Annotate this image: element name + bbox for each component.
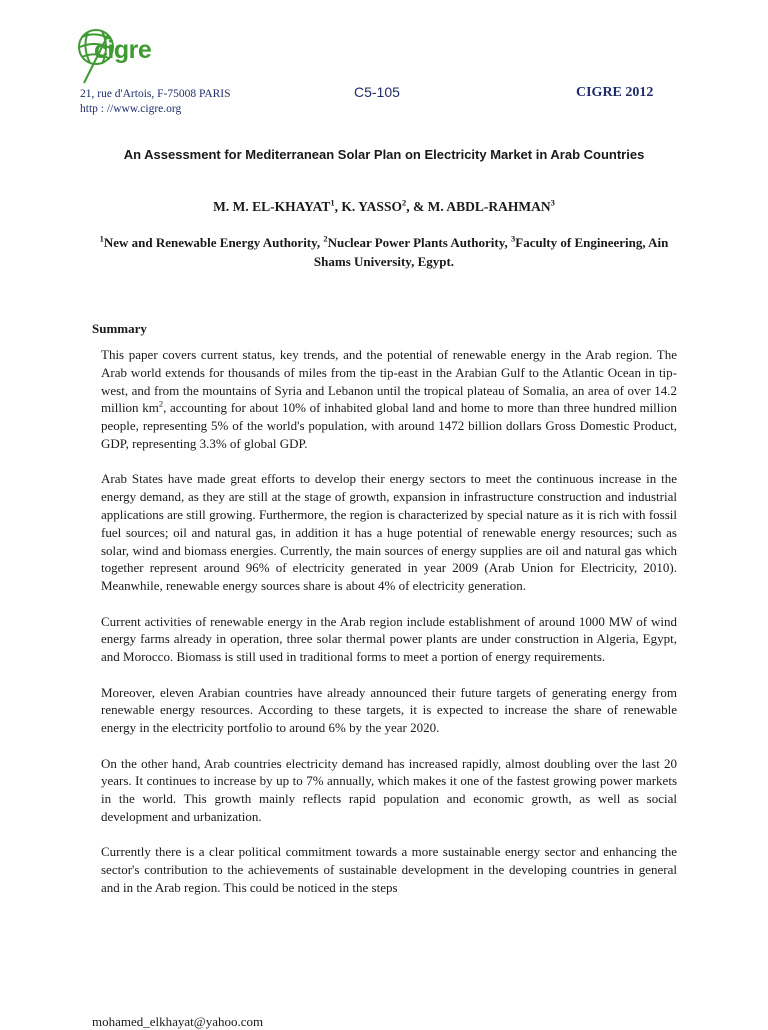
affiliation-mark: 1 <box>99 233 104 244</box>
body-paragraph: Currently there is a clear political commitment towards a more sustainable energy sector and enhancing the sector's contribution to the achievements of sustainable development in the developing countries in general and in the Arab region. This could be noticed in the steps <box>101 844 677 895</box>
body-paragraph: Arab States have made great efforts to develop their energy sectors to meet the continuous increase in the energy demand, as they are still at the stage of growth, expansion in infrastructure construction and industrial applications are still growing. Furthermore, the region is characterized by special nature as it is rich with fossil fuel sources; oil and natural gas, in addition it has a huge potential of renewable energy resources; such as solar, wind and biomass energies. Currently, the main sources of energy supplies are oil and natural gas which together represent around 96% of electricity generated in year 2009 (Arab Union for Electricity, 2010). Meanwhile, renewable energy sources share is about 4% of electricity generation. <box>101 471 677 594</box>
author-list <box>95 198 673 216</box>
body-paragraph: On the other hand, Arab countries electricity demand has increased rapidly, almost doubling over the last 20 years. It continues to increase by up to 7% annually, which makes it one of the fastest growing power markets in the world. This growth mainly reflects rapid population and economic growth, as well as social development and urbanization. <box>101 755 677 824</box>
website-link[interactable]: http : //www.cigre.org <box>80 103 182 115</box>
paragraph-text: This paper covers current status, key trends, and the potential of renewable energy in the Arab region. The Arab world extends for thousands of miles from the tip-east in the Arabian Gulf to the Atlantic Ocean in tip-west, and from the mountains of Syria and Lebanon until the tropical plateau of Somalia, an area of over 14.2 million km <box>101 347 677 416</box>
superscript: 2 <box>158 399 164 410</box>
summary-body <box>101 346 677 914</box>
affiliation-text: Nuclear Power Plants Authority, <box>327 235 511 250</box>
body-paragraph <box>101 346 677 453</box>
author-affiliation-mark: 2 <box>401 197 407 208</box>
author-affiliation-mark: 3 <box>550 197 555 208</box>
affiliation-text: New and Renewable Energy Authority, <box>103 235 324 250</box>
paragraph-text: , accounting for about 10% of inhabited global land and home to more than three hundred million people, representing 5% of the world's population, with around 1472 billion dollars Gross Domestic Product, GDP, representing 3.3% of global GDP. <box>101 400 677 451</box>
body-paragraph: Moreover, eleven Arabian countries have already announced their future targets of generating energy from renewable energy resources. According to these targets, it is expected to increase the share of renewable energy in the electricity portfolio to around 6% by the year 2020. <box>101 684 677 736</box>
summary-heading: Summary <box>92 321 147 336</box>
author-name: M. ABDL-RAHMAN <box>427 199 551 214</box>
author-affiliation-mark: 1 <box>330 197 335 208</box>
cigre-logo-text: cigre <box>94 36 152 64</box>
author-name: M. M. EL-KHAYAT <box>213 199 331 214</box>
paper-title: An Assessment for Mediterranean Solar Plan on Electricity Market in Arab Countries <box>123 147 645 162</box>
author-name: K. YASSO <box>341 199 402 214</box>
author-separator: , & <box>406 199 428 214</box>
address-line: 21, rue d'Artois, F-75008 PARIS <box>80 88 231 100</box>
address-block <box>80 87 231 117</box>
affiliation-text: Faculty of Engineering, Ain Shams University, Egypt. <box>313 235 669 269</box>
affiliation-mark: 3 <box>511 233 516 244</box>
body-paragraph: Current activities of renewable energy in the Arab region include establishment of around 1000 MW of wind energy farms already in operation, three solar thermal power plants are under construction in Algeria, Egypt, and Morocco. Biomass is still used in traditional forms to meet a portion of energy requirements. <box>101 613 677 665</box>
document-code: C5-105 <box>354 84 400 100</box>
footer-email[interactable]: mohamed_elkhayat@yahoo.com <box>92 1014 264 1029</box>
affiliation-mark: 2 <box>323 233 328 244</box>
affiliation-list <box>80 233 688 271</box>
conference-name: CIGRE 2012 <box>576 85 654 100</box>
author-separator: , <box>334 199 342 214</box>
